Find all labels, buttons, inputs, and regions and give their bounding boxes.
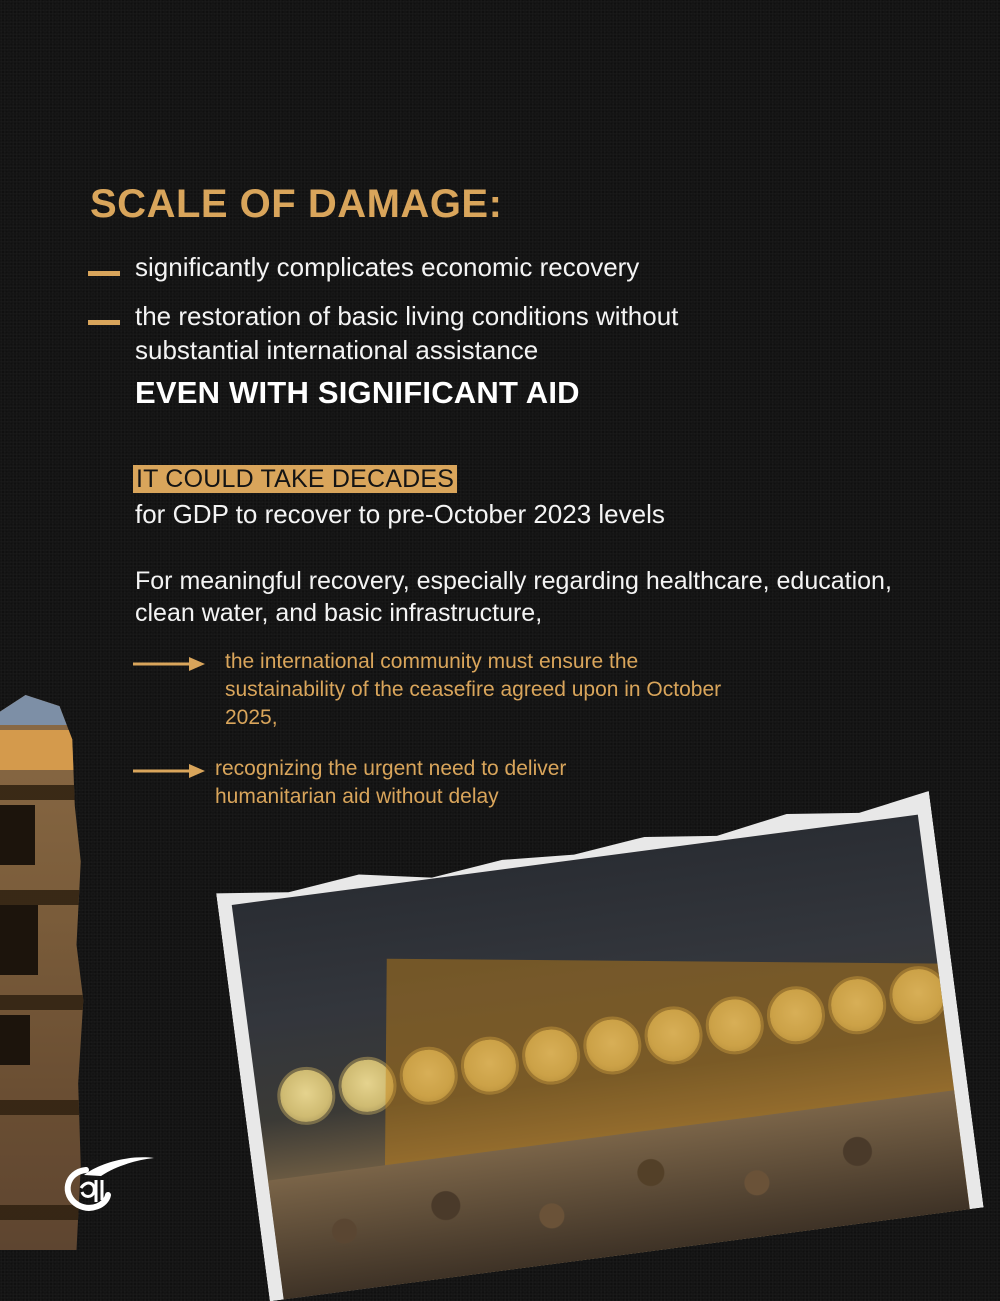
bullet-item: [88, 250, 639, 284]
arrow-item-text: recognizing the urgent need to deliver humanitarian aid without delay: [215, 757, 567, 808]
arrow-item-text: the international community must ensure the sustainability of the ceasefire agreed upon in October 2025,: [225, 650, 722, 729]
gdp-line: for GDP to recover to pre-October 2023 levels: [135, 499, 665, 529]
arrow-item: [133, 648, 735, 732]
arrow-right-icon: [133, 656, 205, 672]
arrow-item: [133, 755, 655, 811]
bullet-text: the restoration of basic living conditions without substantial international assistance: [135, 301, 679, 365]
page-title: SCALE OF DAMAGE:: [90, 182, 503, 226]
dash-icon: [88, 271, 120, 276]
highlight-badge: IT COULD TAKE DECADES: [133, 465, 457, 493]
dash-icon: [88, 320, 120, 325]
al-mayadeen-logo: [56, 1150, 156, 1220]
arrow-right-icon: [133, 763, 205, 779]
bullet-item: [88, 299, 795, 367]
bullet-text: significantly complicates economic recovery: [135, 252, 640, 282]
recovery-paragraph: For meaningful recovery, especially regarding healthcare, education, clean water, and basic infrastructure,: [135, 567, 892, 627]
aid-distribution-photo: [215, 791, 984, 1301]
emphasis-heading: EVEN WITH SIGNIFICANT AID: [135, 375, 580, 410]
